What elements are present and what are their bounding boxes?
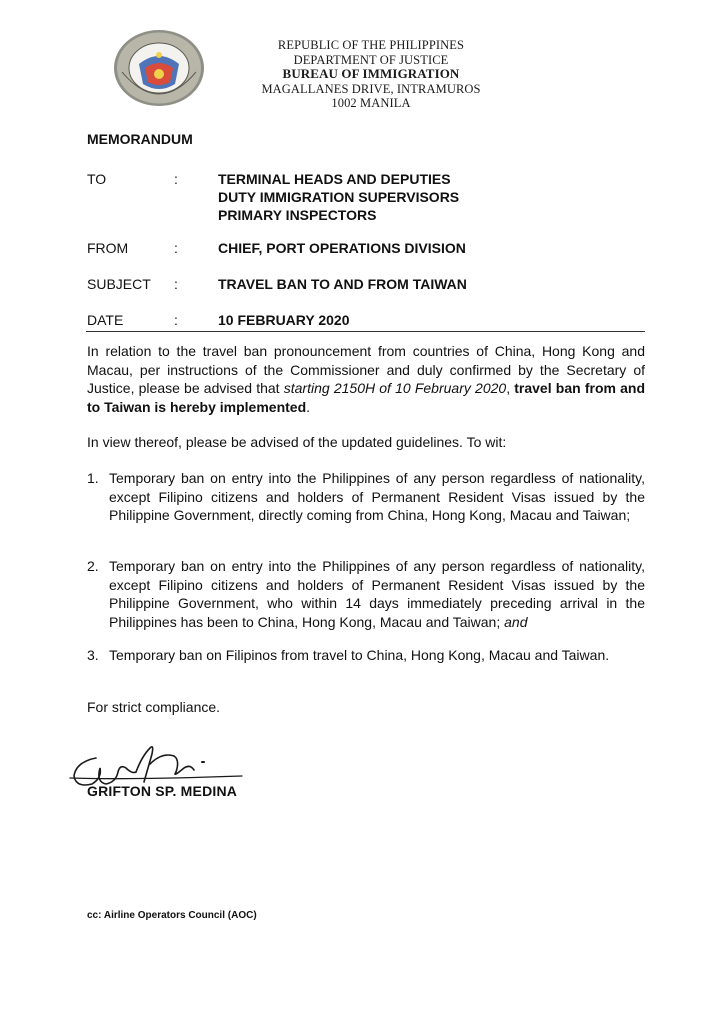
- bureau-of-immigration-seal-icon: [112, 28, 206, 108]
- list-item-number: 1.: [87, 470, 99, 486]
- letterhead: [240, 38, 502, 111]
- from-label: FROM: [87, 240, 129, 256]
- intro-text-a: In relation to the travel ban pronouncement from countries of China, Hong Kong and Macau, per instructions of the Commissioner and duly confirmed by the Secretary of Justice, please be advised that: [87, 343, 645, 396]
- letterhead-bureau: BUREAU OF IMMIGRATION: [282, 66, 460, 81]
- to-colon: :: [174, 171, 178, 187]
- to-label: TO: [87, 171, 107, 187]
- to-recipient-3: PRIMARY INSPECTORS: [218, 207, 377, 223]
- letterhead-department: DEPARTMENT OF JUSTICE: [293, 52, 449, 67]
- signatory-name: GRIFTON SP. MEDINA: [87, 783, 238, 799]
- list-item-text: Temporary ban on entry into the Philippines of any person regardless of nationality, except Filipino citizens and holders of Permanent Resident Visas issued by the Philippine Government, who within 14 days immediately preceding arrival in the Philippines has been to China, Hong Kong, Macau and Taiwan;: [109, 558, 645, 630]
- to-recipient-1: TERMINAL HEADS AND DEPUTIES: [218, 171, 451, 187]
- to-recipient-2: DUTY IMMIGRATION SUPERVISORS: [218, 189, 460, 205]
- list-item-text-wrap: [109, 557, 645, 631]
- guidelines-paragraph: In view thereof, please be advised of the updated guidelines. To wit:: [87, 434, 507, 450]
- list-item-tail: and: [504, 613, 528, 630]
- intro-ban-statement: travel ban from and to Taiwan is hereby implemented: [87, 380, 646, 415]
- subject-colon: :: [174, 276, 178, 292]
- list-item-number: 2.: [87, 558, 99, 574]
- from-value: CHIEF, PORT OPERATIONS DIVISION: [218, 240, 466, 256]
- subject-value: TRAVEL BAN TO AND FROM TAIWAN: [218, 276, 467, 292]
- intro-effective-time: starting 2150H of 10 February 2020: [283, 380, 507, 396]
- date-label: DATE: [87, 312, 124, 328]
- memo-title: MEMORANDUM: [87, 131, 193, 147]
- intro-text-c: .: [306, 398, 311, 415]
- list-item-text: Temporary ban on entry into the Philippines of any person regardless of nationality, except Filipino citizens and holders of Permanent Resident Visas issued by the Philippine Government, directly coming from China, Hong Kong, Macau and Taiwan;: [109, 470, 645, 523]
- date-value: 10 FEBRUARY 2020: [218, 312, 350, 328]
- intro-paragraph: [87, 342, 645, 416]
- closing-line: For strict compliance.: [87, 699, 221, 715]
- list-item-number: 3.: [87, 647, 99, 663]
- list-item-text: Temporary ban on Filipinos from travel to China, Hong Kong, Macau and Taiwan.: [109, 647, 610, 663]
- date-colon: :: [174, 312, 178, 328]
- cc-line: cc: Airline Operators Council (AOC): [87, 910, 257, 921]
- header-divider: [86, 331, 645, 332]
- intro-text-b: ,: [506, 380, 515, 396]
- from-colon: :: [174, 240, 178, 256]
- letterhead-republic: REPUBLIC OF THE PHILIPPINES: [277, 38, 465, 52]
- subject-label: SUBJECT: [87, 276, 151, 292]
- letterhead-address: MAGALLANES DRIVE, INTRAMUROS: [261, 81, 481, 96]
- letterhead-city: 1002 MANILA: [331, 96, 411, 110]
- to-recipients: [218, 170, 459, 224]
